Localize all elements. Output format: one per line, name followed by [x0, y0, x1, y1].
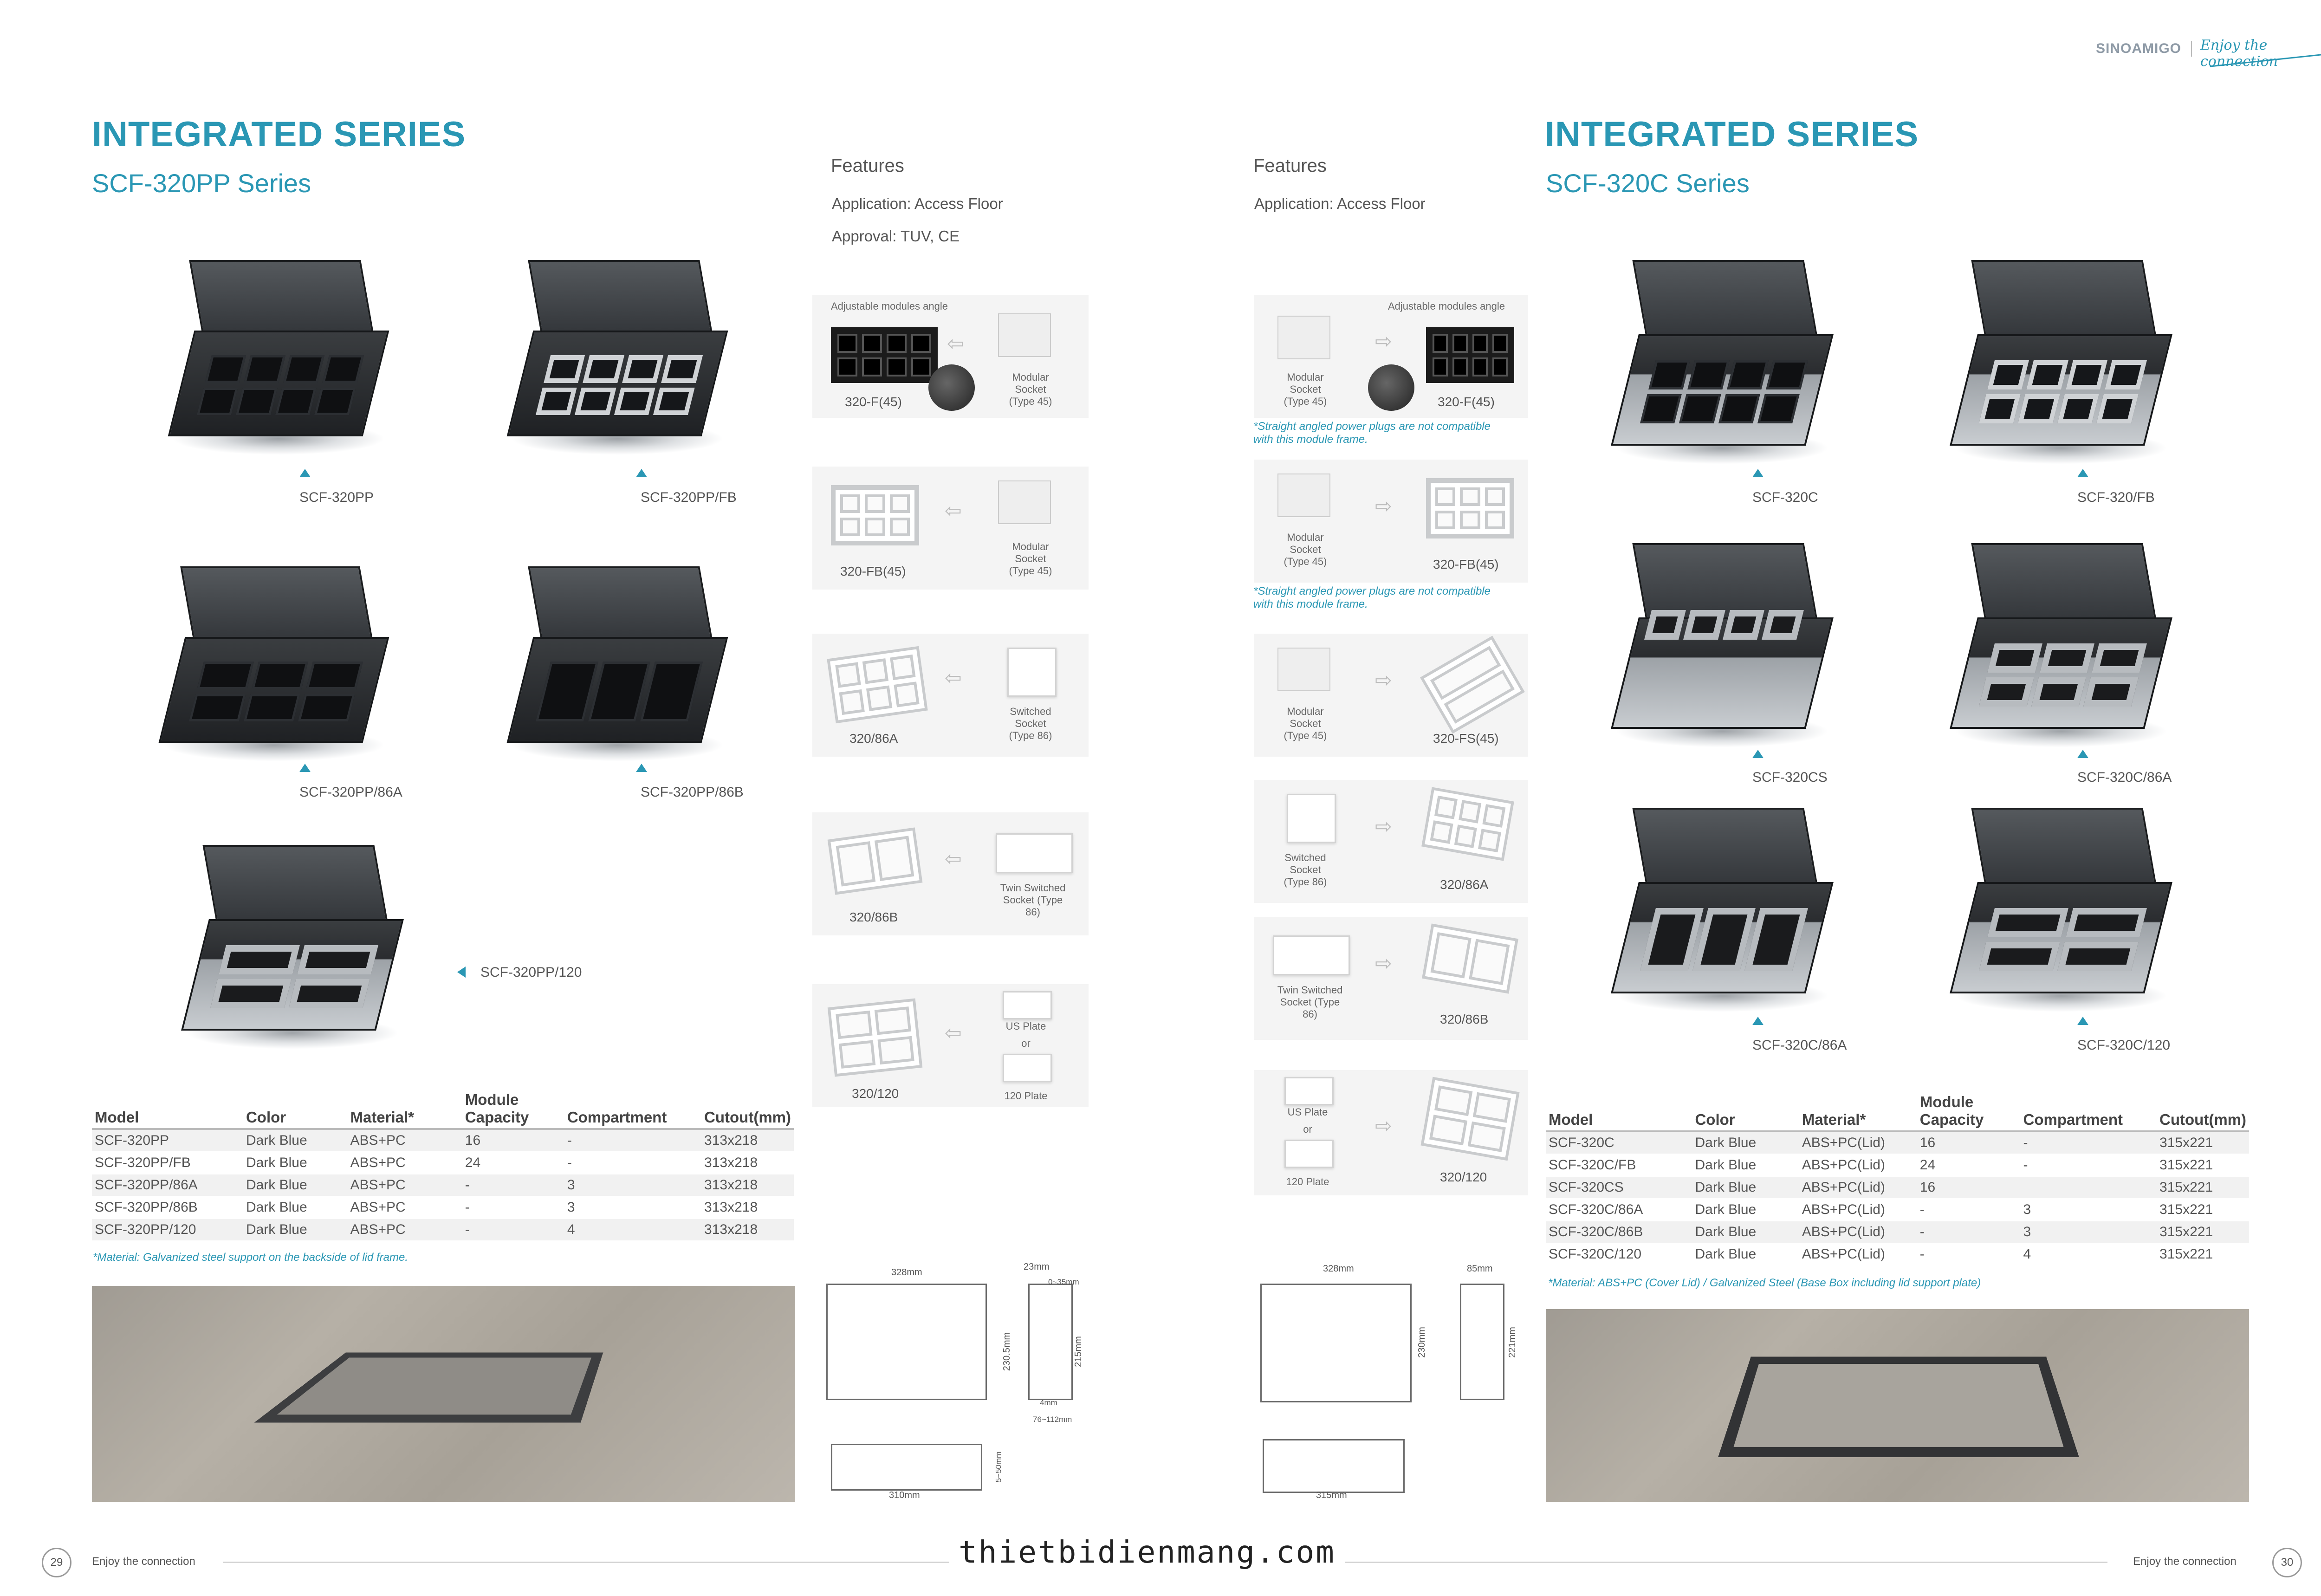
table-cell: 3	[564, 1174, 701, 1196]
dimension-label: 315mm	[1316, 1490, 1347, 1500]
module-frame-image	[827, 646, 928, 723]
table-cell: ABS+PC	[347, 1129, 462, 1152]
switched-socket-image	[1287, 794, 1336, 843]
table-row	[92, 1174, 794, 1196]
table-cell: SCF-320C	[1546, 1131, 1692, 1154]
dimension-label: 23mm	[1024, 1262, 1050, 1272]
table-cell: ABS+PC	[347, 1152, 462, 1174]
table-cell: 24	[1917, 1154, 2021, 1176]
product-image-scf-320pp-120	[195, 845, 390, 1031]
module-frame-image	[1420, 1077, 1519, 1161]
frame-label: 320/86B	[1440, 1012, 1489, 1026]
table-cell: 315x221	[2157, 1199, 2249, 1221]
brand-slogan: Enjoy the connection	[2200, 37, 2278, 70]
product-label: SCF-320PP/86A	[299, 785, 402, 800]
table-cell: SCF-320C/120	[1546, 1243, 1692, 1265]
page-title-right: INTEGRATED SERIES	[1545, 115, 1919, 154]
product-label: SCF-320C/86A	[1752, 1038, 1847, 1053]
arrow-icon: ⇨	[1375, 815, 1392, 838]
table-cell: -	[564, 1152, 701, 1174]
col-header: Module Capacity	[1919, 1093, 1984, 1128]
product-label: SCF-320PP	[299, 490, 374, 505]
table-cell: Dark Blue	[243, 1219, 348, 1240]
product-label: SCF-320C	[1752, 490, 1818, 505]
compatibility-warning: *Straight angled power plugs are not compatible with this module frame.	[1253, 585, 1491, 610]
module-label: Twin Switched Socket (Type 86)	[1000, 882, 1066, 918]
product-label: SCF-320PP/120	[480, 965, 582, 980]
120-plate-image	[1003, 1054, 1052, 1082]
table-note-right: *Material: ABS+PC (Cover Lid) / Galvanized Steel (Base Box including lid support plate)	[1548, 1277, 1981, 1289]
product-marker	[1752, 1017, 1763, 1025]
table-cell: Dark Blue	[1692, 1154, 1799, 1176]
series-subtitle-right: SCF-320C Series	[1546, 169, 1750, 198]
arrow-icon: ⇨	[1375, 952, 1392, 975]
table-cell: 315x221	[2157, 1131, 2249, 1154]
table-cell: Dark Blue	[243, 1196, 348, 1219]
frame-label: 320-F(45)	[1438, 395, 1495, 409]
brand-logo: SINOAMIGO	[2096, 41, 2182, 56]
page-title-left: INTEGRATED SERIES	[92, 115, 466, 154]
product-marker	[1752, 750, 1763, 758]
switched-socket-image	[1007, 648, 1057, 697]
watermark-text: thietbidienmang.com	[949, 1534, 1345, 1570]
table-cell: -	[2021, 1154, 2157, 1176]
product-image-scf-320pp-86a	[172, 566, 376, 743]
table-cell: SCF-320CS	[1546, 1176, 1692, 1199]
technical-drawing-top	[826, 1284, 987, 1400]
product-label: SCF-320CS	[1752, 770, 1828, 785]
table-cell: 3	[2021, 1199, 2157, 1221]
table-cell: -	[462, 1196, 564, 1219]
product-label: SCF-320PP/86B	[641, 785, 744, 800]
module-label: Switched Socket (Type 86)	[1284, 852, 1327, 888]
table-cell: 16	[462, 1129, 564, 1152]
module-frame-image	[828, 998, 923, 1077]
or-label: or	[1303, 1123, 1312, 1135]
twin-switched-socket-image	[1273, 935, 1350, 975]
page-number-right: 30	[2272, 1548, 2302, 1577]
module-frame-image	[1422, 923, 1518, 993]
features-approval-left: Approval: TUV, CE	[832, 227, 960, 245]
arrow-icon: ⇨	[1375, 495, 1392, 518]
page-number-left: 29	[42, 1548, 71, 1577]
table-row	[1546, 1131, 2249, 1154]
arrow-icon: ⇨	[1375, 669, 1392, 692]
module-label: Modular Socket (Type 45)	[1009, 541, 1052, 577]
features-application-left: Application: Access Floor	[832, 195, 1003, 212]
or-label: or	[1021, 1038, 1031, 1049]
module-frame-image	[1426, 478, 1514, 538]
table-cell: 315x221	[2157, 1154, 2249, 1176]
frame-label: 320/86A	[1440, 877, 1489, 892]
product-image-scf-320c-120	[1964, 808, 2159, 993]
dimension-label: 310mm	[889, 1490, 920, 1500]
table-cell: -	[462, 1174, 564, 1196]
table-cell: SCF-320PP/86B	[92, 1196, 243, 1219]
features-heading-left: Features	[831, 156, 904, 176]
product-image-scf-320pp	[181, 260, 376, 436]
installation-photo-right	[1546, 1309, 2249, 1502]
dimension-label: 328mm	[1323, 1264, 1354, 1274]
technical-drawing-front	[831, 1444, 982, 1491]
col-header: Model	[95, 1109, 139, 1126]
feature-panel	[1254, 295, 1528, 418]
table-cell: 3	[2021, 1221, 2157, 1243]
table-cell: Dark Blue	[243, 1174, 348, 1196]
product-marker	[1752, 469, 1763, 477]
brand-divider	[2191, 41, 2192, 57]
module-frame-image	[1426, 327, 1514, 383]
frame-label: 320/86B	[849, 910, 898, 924]
dimension-label: 230mm	[1416, 1327, 1427, 1358]
table-cell: ABS+PC(Lid)	[1799, 1154, 1917, 1176]
col-header: Cutout(mm)	[2159, 1111, 2246, 1128]
product-marker	[636, 469, 647, 477]
col-header: Model	[1549, 1111, 1593, 1128]
technical-drawing-side	[1028, 1284, 1073, 1400]
product-image-scf-320cs	[1625, 543, 1820, 729]
product-marker	[457, 967, 466, 978]
col-header: Cutout(mm)	[704, 1109, 791, 1126]
table-cell: ABS+PC(Lid)	[1799, 1243, 1917, 1265]
twin-switched-socket-image	[996, 833, 1073, 873]
module-label: Modular Socket (Type 45)	[1284, 706, 1327, 741]
frame-label: 320/86A	[849, 731, 898, 746]
dimension-label: 230.5mm	[1002, 1332, 1012, 1371]
module-label: Switched Socket (Type 86)	[1009, 706, 1052, 741]
dimension-label: 5~50mm	[994, 1451, 1003, 1483]
table-cell	[2021, 1176, 2157, 1199]
table-cell: 16	[1917, 1176, 2021, 1199]
table-row	[92, 1196, 794, 1219]
product-image-scf-320pp-fb	[520, 260, 715, 436]
feature-panel	[1254, 460, 1528, 583]
module-label: Modular Socket (Type 45)	[1284, 532, 1327, 567]
arrow-icon: ⇦	[945, 500, 962, 522]
col-header: Material*	[350, 1109, 415, 1126]
table-cell: 4	[564, 1219, 701, 1240]
technical-drawing-front	[1263, 1439, 1405, 1493]
arrow-icon: ⇦	[947, 332, 964, 355]
table-cell: -	[1917, 1199, 2021, 1221]
product-label: SCF-320/FB	[2077, 490, 2155, 505]
table-cell: -	[564, 1129, 701, 1152]
technical-drawing-side	[1460, 1284, 1504, 1400]
table-cell: Dark Blue	[1692, 1131, 1799, 1154]
feature-panel	[812, 634, 1089, 757]
table-row	[92, 1219, 794, 1240]
table-cell: -	[1917, 1221, 2021, 1243]
module-label: 120 Plate	[1004, 1090, 1048, 1102]
spec-table-right	[1546, 1093, 2249, 1265]
col-header: Compartment	[2023, 1111, 2123, 1128]
table-row	[1546, 1154, 2249, 1176]
modular-socket-image	[1277, 648, 1330, 691]
technical-drawing-top	[1260, 1284, 1412, 1402]
arrow-icon: ⇦	[945, 1022, 962, 1045]
table-cell: SCF-320C/86B	[1546, 1221, 1692, 1243]
table-cell: ABS+PC	[347, 1219, 462, 1240]
table-cell: 313x218	[701, 1196, 794, 1219]
module-label: Twin Switched Socket (Type 86)	[1277, 984, 1343, 1020]
arrow-icon: ⇨	[1375, 330, 1392, 353]
spec-table-left	[92, 1091, 794, 1240]
table-cell: 315x221	[2157, 1243, 2249, 1265]
dimension-label: 4mm	[1040, 1398, 1057, 1407]
table-cell: Dark Blue	[1692, 1199, 1799, 1221]
module-frame-image	[831, 327, 938, 383]
product-marker	[2077, 469, 2088, 477]
table-cell: Dark Blue	[1692, 1176, 1799, 1199]
dimension-label: 215mm	[1073, 1336, 1083, 1367]
us-plate-image	[1003, 991, 1052, 1019]
dimension-label: 328mm	[891, 1267, 922, 1278]
feature-panel	[812, 295, 1089, 418]
table-cell: 3	[564, 1196, 701, 1219]
arrow-icon: ⇦	[945, 667, 962, 689]
product-image-scf-320c	[1625, 260, 1820, 446]
dimension-label: 0~35mm	[1048, 1278, 1079, 1286]
product-label: SCF-320C/86A	[2077, 770, 2172, 785]
table-cell: SCF-320C/FB	[1546, 1154, 1692, 1176]
col-header: Material*	[1802, 1111, 1866, 1128]
table-row	[92, 1129, 794, 1152]
feature-panel	[812, 467, 1089, 590]
product-image-scf-320pp-86b	[520, 566, 715, 743]
table-cell: 313x218	[701, 1174, 794, 1196]
col-header: Color	[1695, 1111, 1735, 1128]
table-cell: SCF-320C/86A	[1546, 1199, 1692, 1221]
series-subtitle-left: SCF-320PP Series	[92, 169, 311, 198]
product-marker	[2077, 1017, 2088, 1025]
installation-photo-left	[92, 1286, 795, 1502]
table-cell: ABS+PC(Lid)	[1799, 1176, 1917, 1199]
product-marker	[2077, 750, 2088, 758]
us-plate-image	[1284, 1077, 1334, 1105]
table-cell: 4	[2021, 1243, 2157, 1265]
arrow-icon: ⇨	[1375, 1115, 1392, 1137]
table-cell: SCF-320PP/FB	[92, 1152, 243, 1174]
table-cell: -	[2021, 1131, 2157, 1154]
features-heading-right: Features	[1253, 156, 1327, 176]
module-frame-image	[1421, 787, 1514, 861]
footer-slogan-left: Enjoy the connection	[92, 1555, 195, 1568]
feature-panel	[812, 812, 1089, 935]
modular-socket-image	[1277, 316, 1330, 359]
table-row	[1546, 1176, 2249, 1199]
feature-panel	[1254, 1070, 1528, 1195]
product-marker	[299, 469, 311, 477]
table-cell: Dark Blue	[243, 1152, 348, 1174]
table-cell: SCF-320PP/86A	[92, 1174, 243, 1196]
module-label: Modular Socket (Type 45)	[1284, 371, 1327, 407]
product-label: SCF-320C/120	[2077, 1038, 2171, 1053]
frame-label: 320/120	[1440, 1170, 1487, 1184]
compatibility-warning: *Straight angled power plugs are not compatible with this module frame.	[1253, 420, 1491, 446]
table-cell: 16	[1917, 1131, 2021, 1154]
module-label: US Plate	[1005, 1020, 1046, 1032]
120-plate-image	[1284, 1140, 1334, 1168]
footer-slogan-right: Enjoy the connection	[2133, 1555, 2237, 1568]
product-marker	[299, 764, 311, 772]
dimension-label: 221mm	[1507, 1327, 1517, 1358]
panel-caption: Adjustable modules angle	[831, 300, 948, 312]
product-image-scf-320-fb	[1964, 260, 2159, 446]
table-cell: Dark Blue	[1692, 1221, 1799, 1243]
frame-label: 320-FB(45)	[1433, 557, 1499, 571]
table-row	[1546, 1221, 2249, 1243]
table-cell: ABS+PC	[347, 1196, 462, 1219]
module-frame-image	[831, 485, 919, 545]
modular-socket-image	[998, 480, 1051, 524]
table-row	[1546, 1243, 2249, 1265]
table-cell: ABS+PC(Lid)	[1799, 1221, 1917, 1243]
product-image-scf-320c-86a	[1964, 543, 2159, 729]
col-header: Module Capacity	[465, 1091, 529, 1126]
table-cell: SCF-320PP/120	[92, 1219, 243, 1240]
features-application-right: Application: Access Floor	[1254, 195, 1426, 212]
frame-label: 320-FB(45)	[840, 564, 906, 578]
table-cell: 313x218	[701, 1152, 794, 1174]
table-cell: -	[1917, 1243, 2021, 1265]
feature-panel	[1254, 634, 1528, 757]
module-frame-image	[1420, 636, 1525, 733]
table-cell: ABS+PC	[347, 1174, 462, 1196]
table-cell: SCF-320PP	[92, 1129, 243, 1152]
arrow-icon: ⇦	[945, 848, 962, 870]
modular-socket-image	[998, 313, 1051, 357]
table-row	[92, 1152, 794, 1174]
table-row	[1546, 1199, 2249, 1221]
module-frame-image	[828, 827, 923, 895]
col-header: Compartment	[567, 1109, 667, 1126]
panel-caption: Adjustable modules angle	[1388, 300, 1505, 312]
frame-label: 320-F(45)	[845, 395, 902, 409]
table-cell: 315x221	[2157, 1176, 2249, 1199]
module-label: US Plate	[1287, 1106, 1328, 1118]
table-note-left: *Material: Galvanized steel support on the backside of lid frame.	[93, 1251, 408, 1264]
table-cell: Dark Blue	[1692, 1243, 1799, 1265]
modular-socket-image	[1277, 474, 1330, 517]
product-marker	[636, 764, 647, 772]
product-label: SCF-320PP/FB	[641, 490, 737, 505]
product-image-scf-320c-86a-alt	[1625, 808, 1820, 993]
dimension-label: 85mm	[1467, 1264, 1493, 1274]
col-header: Color	[246, 1109, 286, 1126]
table-cell: ABS+PC(Lid)	[1799, 1199, 1917, 1221]
module-label: Modular Socket (Type 45)	[1009, 371, 1052, 407]
table-cell: 313x218	[701, 1129, 794, 1152]
feature-panel	[1254, 780, 1528, 903]
feature-panel	[812, 984, 1089, 1107]
rotation-knob	[1368, 364, 1414, 411]
table-cell: 313x218	[701, 1219, 794, 1240]
table-cell: Dark Blue	[243, 1129, 348, 1152]
frame-label: 320-FS(45)	[1433, 731, 1499, 746]
module-label: 120 Plate	[1286, 1176, 1329, 1187]
table-cell: ABS+PC(Lid)	[1799, 1131, 1917, 1154]
table-cell: -	[462, 1219, 564, 1240]
table-cell: 24	[462, 1152, 564, 1174]
frame-label: 320/120	[852, 1086, 899, 1101]
feature-panel	[1254, 917, 1528, 1040]
rotation-knob	[928, 364, 975, 411]
dimension-label: 76~112mm	[1033, 1415, 1072, 1424]
table-cell: 315x221	[2157, 1221, 2249, 1243]
